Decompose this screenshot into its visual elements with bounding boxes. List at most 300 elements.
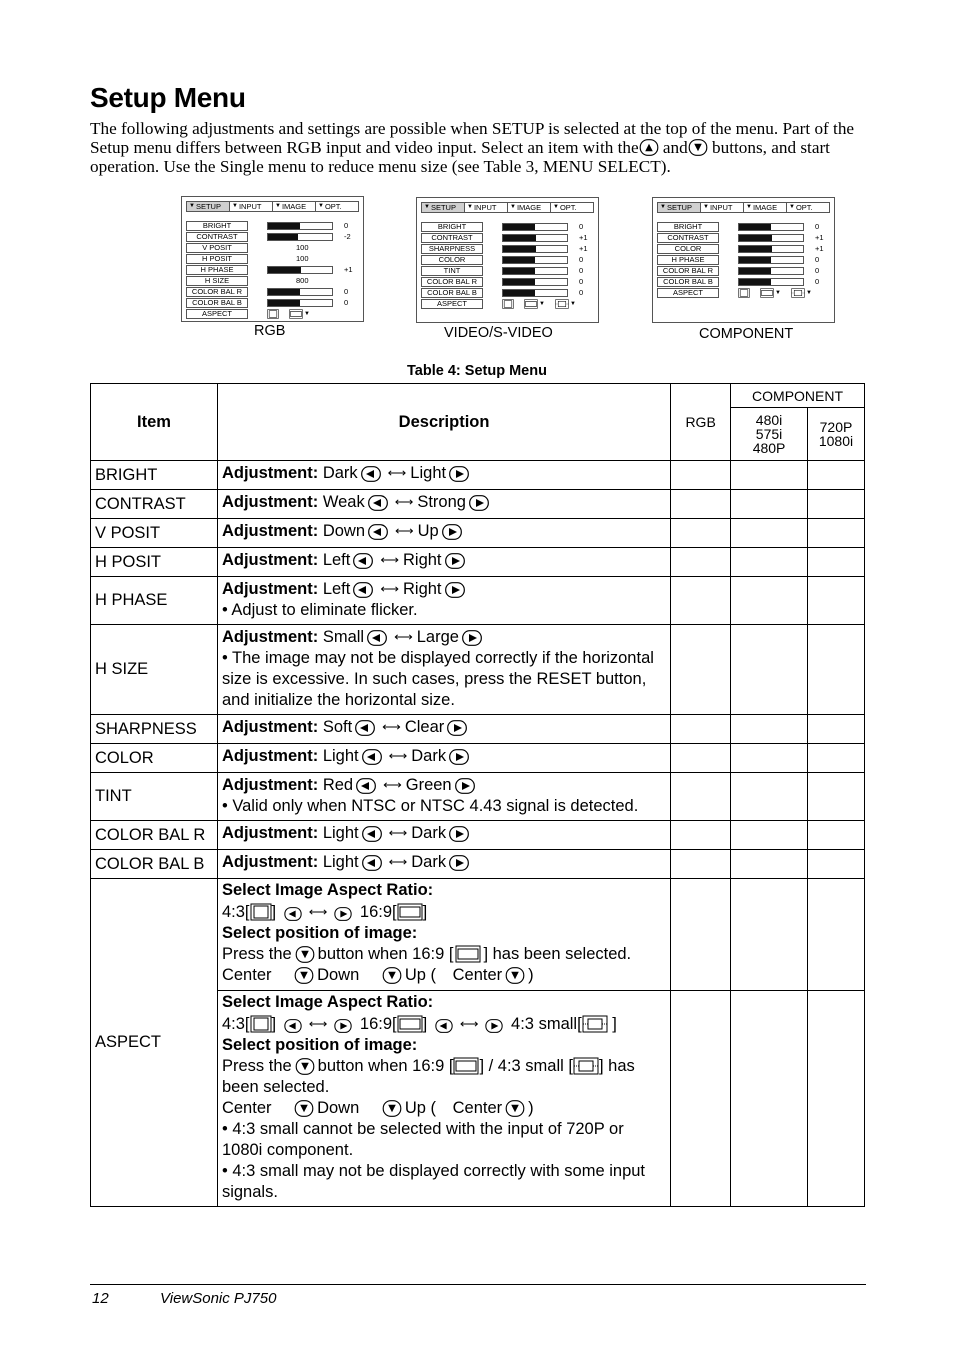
item-hphase: H PHASE	[91, 577, 218, 625]
aspect-169-icon	[524, 299, 538, 309]
osd-component-menu	[652, 197, 835, 323]
osd-level-fill	[739, 268, 771, 274]
osd-level-fill	[268, 223, 300, 229]
adjustment-label: Adjustment:	[221, 824, 319, 842]
press-the: Press the	[221, 945, 292, 963]
osd-aspect-options	[502, 299, 576, 309]
pos-down: Down	[317, 1099, 360, 1117]
osd-level-fill	[739, 257, 771, 263]
aspect-43-icon	[250, 1015, 272, 1033]
osd-level-bar	[267, 222, 333, 230]
cell-sd	[731, 850, 808, 879]
osd-tab-setup	[187, 202, 230, 211]
colorbalr-left: Light	[322, 824, 359, 842]
osd-row-value: 0	[815, 266, 820, 275]
tab-arrow-icon: ▼	[275, 203, 281, 209]
item-sharpness: SHARPNESS	[91, 715, 218, 744]
table-row	[91, 577, 865, 625]
right-button-icon	[447, 720, 467, 736]
osd-level-fill	[268, 300, 300, 306]
osd-row	[186, 232, 361, 242]
desc-hposit	[217, 548, 670, 577]
right-button-icon	[469, 495, 489, 511]
desc-colorbalb	[217, 850, 670, 879]
osd-level-fill	[503, 290, 535, 296]
press-after: button when 16:9 [	[317, 945, 454, 963]
osd-tab-image	[744, 203, 787, 212]
cell-sd	[731, 625, 808, 715]
item-colorbalr: COLOR BAL R	[91, 821, 218, 850]
colorbalr-right: Dark	[411, 824, 447, 842]
aspect-43-small-icon	[791, 288, 805, 298]
osd-row-label: ASPECT	[657, 288, 719, 298]
tab-arrow-icon: ▼	[232, 203, 238, 209]
osd-row	[186, 276, 361, 286]
left-button-icon	[284, 1019, 302, 1033]
footer-product: ViewSonic PJ750	[160, 1290, 277, 1307]
aspect-43-icon	[267, 309, 279, 319]
page-title: Setup Menu	[90, 82, 246, 113]
paren-close: )	[528, 966, 534, 984]
pos-center: Center	[221, 1099, 272, 1117]
osd-level-fill	[503, 246, 536, 252]
footer-divider	[90, 1284, 866, 1285]
osd-tab-input	[701, 203, 744, 212]
tab-arrow-icon: ▼	[703, 204, 709, 210]
osd-row-label: H PHASE	[657, 255, 719, 265]
osd-row-label: COLOR BAL R	[657, 266, 719, 276]
left-button-icon	[367, 630, 387, 646]
table-row	[91, 548, 865, 577]
osd-row-label: COLOR BAL B	[186, 298, 248, 308]
osd-level-bar	[267, 288, 333, 296]
desc-color	[217, 744, 670, 773]
cell-sd	[731, 821, 808, 850]
colorbalb-right: Dark	[411, 853, 447, 871]
aspect-43: 4:3[	[221, 1015, 250, 1033]
osd-level-bar	[502, 223, 568, 231]
bracket-close: ]	[422, 903, 428, 921]
item-hsize: H SIZE	[91, 625, 218, 715]
osd-row-value: +1	[815, 233, 824, 242]
desc-sharpness	[217, 715, 670, 744]
osd-row-value: 0	[815, 277, 820, 286]
header-480p: 480P	[752, 440, 786, 456]
osd-level-bar	[502, 256, 568, 264]
double-arrow-icon: ⟷	[308, 904, 328, 919]
osd-tab-opt	[787, 203, 829, 212]
press-the: Press the	[221, 1057, 292, 1075]
osd-row	[186, 265, 361, 275]
pos-center: Center	[221, 966, 272, 984]
cell-hd	[808, 773, 865, 821]
aspect-43-small-icon	[573, 1057, 599, 1075]
right-button-icon	[442, 524, 462, 540]
cell-rgb	[671, 879, 731, 991]
osd-row-label: CONTRAST	[186, 232, 248, 242]
osd-level-fill	[503, 224, 535, 230]
desc-aspect-hd	[217, 991, 670, 1207]
left-button-icon	[362, 826, 382, 842]
adjustment-label: Adjustment:	[221, 580, 319, 598]
hposit-right: Right	[402, 551, 442, 569]
intro-text-2: buttons, and start operation. Use the Single menu to reduce menu size (see Table 3, MENU SELECT).	[90, 138, 830, 176]
contrast-left: Weak	[322, 493, 365, 511]
double-arrow-icon: ⟷	[394, 494, 414, 509]
right-button-icon	[445, 582, 465, 598]
osd-row-value: +1	[579, 244, 588, 253]
item-tint: TINT	[91, 773, 218, 821]
item-color: COLOR	[91, 744, 218, 773]
osd-level-bar	[738, 278, 804, 286]
double-arrow-icon: ⟷	[388, 854, 408, 869]
cell-rgb	[671, 625, 731, 715]
pos-up: Up (	[404, 1099, 437, 1117]
osd-tab-label: IMAGE	[752, 203, 778, 212]
cell-rgb	[671, 715, 731, 744]
intro-text-1: The following adjustments and settings are possible when SETUP is selected at the top of the menu. Part of the Setup menu differs between RGB input and video input. Select an item with the	[90, 119, 855, 157]
double-arrow-icon: ⟷	[382, 719, 401, 734]
hphase-right: Right	[402, 580, 442, 598]
osd-row-value: 800	[296, 276, 309, 285]
osd-row	[186, 309, 361, 319]
osd-row-label: TINT	[421, 266, 483, 276]
header-component-hd	[808, 408, 865, 461]
right-button-icon	[485, 1019, 503, 1033]
header-720p: 720P	[819, 419, 853, 435]
header-rgb: RGB	[671, 384, 731, 461]
cell-hd	[808, 519, 865, 548]
osd-level-bar	[267, 266, 333, 274]
osd-level-bar	[502, 267, 568, 275]
item-colorbalb: COLOR BAL B	[91, 850, 218, 879]
osd-row-label: COLOR BAL R	[421, 277, 483, 287]
color-right: Dark	[411, 747, 447, 765]
osd-level-fill	[503, 279, 535, 285]
paren-close: )	[528, 1099, 534, 1117]
bright-left: Dark	[322, 464, 358, 482]
cell-rgb	[671, 744, 731, 773]
right-button-icon	[445, 553, 465, 569]
osd-rgb-caption: RGB	[254, 323, 286, 339]
osd-row	[421, 266, 596, 276]
osd-row-label: CONTRAST	[421, 233, 483, 243]
header-575i: 575i	[755, 426, 783, 442]
osd-row-value: 0	[344, 287, 349, 296]
table-row	[91, 850, 865, 879]
osd-row-label: BRIGHT	[186, 221, 248, 231]
osd-level-bar	[502, 289, 568, 297]
osd-row-value: +1	[815, 244, 824, 253]
osd-row	[657, 244, 832, 254]
adjustment-label: Adjustment:	[221, 628, 319, 646]
colorbalb-left: Light	[322, 853, 359, 871]
osd-row-label: ASPECT	[421, 299, 483, 309]
osd-tab-label: INPUT	[709, 203, 733, 212]
osd-row-value: 0	[815, 255, 820, 264]
press-after: button when 16:9 [	[317, 1057, 454, 1075]
osd-tab-label: SETUP	[666, 203, 692, 212]
double-arrow-icon: ⟷	[388, 748, 408, 763]
osd-row	[186, 254, 361, 264]
tab-arrow-icon: ▼	[746, 204, 752, 210]
adjustment-label: Adjustment:	[221, 522, 319, 540]
cell-sd	[731, 715, 808, 744]
cell-sd	[731, 519, 808, 548]
header-480i: 480i	[755, 412, 783, 428]
osd-row	[657, 288, 832, 298]
table-row	[91, 715, 865, 744]
osd-level-fill	[503, 235, 536, 241]
cell-hd	[808, 625, 865, 715]
osd-row-label: SHARPNESS	[421, 244, 483, 254]
aspect-169-icon	[453, 1057, 479, 1075]
down-button-icon	[382, 1100, 402, 1117]
cell-sd	[731, 991, 808, 1207]
osd-component-caption: COMPONENT	[699, 326, 794, 342]
hposit-left: Left	[322, 551, 351, 569]
osd-video-menu	[416, 197, 599, 323]
right-button-icon	[334, 1019, 352, 1033]
aspect-169: 16:9[	[359, 903, 397, 921]
cell-rgb	[671, 548, 731, 577]
desc-contrast	[217, 490, 670, 519]
osd-level-fill	[268, 234, 298, 240]
osd-video-caption: VIDEO/S-VIDEO	[444, 325, 553, 341]
osd-row	[421, 244, 596, 254]
osd-tab-opt	[316, 202, 358, 211]
aspect-43: 4:3[	[221, 903, 250, 921]
right-button-icon	[449, 749, 469, 765]
osd-row	[186, 243, 361, 253]
osd-level-fill	[739, 279, 771, 285]
osd-row-value: -2	[344, 232, 351, 241]
osd-row	[421, 288, 596, 298]
cell-sd	[731, 548, 808, 577]
osd-tab-bar	[186, 201, 359, 212]
osd-row-value: 0	[579, 288, 584, 297]
osd-tab-label: SETUP	[430, 203, 456, 212]
double-arrow-icon: ⟷	[387, 465, 407, 480]
right-button-icon	[462, 630, 482, 646]
osd-level-bar	[502, 234, 568, 242]
osd-row	[186, 287, 361, 297]
item-hposit: H POSIT	[91, 548, 218, 577]
hphase-left: Left	[322, 580, 351, 598]
osd-row	[421, 233, 596, 243]
left-button-icon	[435, 1019, 453, 1033]
aspect-169-icon	[760, 288, 774, 298]
desc-hsize	[217, 625, 670, 715]
down-button-icon	[295, 946, 315, 963]
osd-row-value: 0	[579, 266, 584, 275]
dropdown-arrow-icon: ▼	[304, 310, 310, 317]
color-left: Light	[322, 747, 359, 765]
header-component-sd	[731, 408, 808, 461]
double-arrow-icon: ⟷	[459, 1016, 479, 1031]
tab-arrow-icon: ▼	[424, 204, 430, 210]
tab-arrow-icon: ▼	[789, 204, 795, 210]
intro-and: and	[662, 138, 688, 157]
double-arrow-icon: ⟷	[383, 777, 402, 792]
table-row	[91, 519, 865, 548]
cell-hd	[808, 879, 865, 991]
osd-row-value: 100	[296, 254, 309, 263]
osd-aspect-options	[267, 309, 310, 319]
bracket-close: ]	[612, 1015, 617, 1033]
vposit-right: Up	[417, 522, 439, 540]
right-button-icon	[334, 907, 352, 921]
down-button-icon	[295, 1058, 315, 1075]
osd-tab-label: OPT.	[795, 203, 813, 212]
header-item: Item	[91, 384, 218, 461]
osd-level-bar	[738, 256, 804, 264]
down-button-icon	[294, 967, 314, 984]
sharpness-left: Soft	[322, 718, 353, 736]
osd-row	[657, 277, 832, 287]
tab-arrow-icon: ▼	[318, 203, 324, 209]
osd-row-label: COLOR BAL B	[657, 277, 719, 287]
osd-row-label: BRIGHT	[421, 222, 483, 232]
cell-hd	[808, 715, 865, 744]
item-aspect: ASPECT	[91, 879, 218, 1207]
position-heading: Select position of image:	[221, 924, 418, 942]
osd-tab-label: INPUT	[473, 203, 497, 212]
osd-tab-label: IMAGE	[281, 202, 307, 211]
bracket-close: ]	[271, 1015, 277, 1033]
left-button-icon	[368, 524, 388, 540]
osd-row	[657, 255, 832, 265]
osd-row-value: 0	[579, 222, 584, 231]
double-arrow-icon: ⟷	[308, 1016, 328, 1031]
osd-row	[421, 255, 596, 265]
header-component: COMPONENT	[731, 384, 865, 408]
osd-row	[657, 266, 832, 276]
osd-tab-input	[465, 203, 508, 212]
osd-row-label: H PHASE	[186, 265, 248, 275]
pos-center-2: Center	[452, 1099, 503, 1117]
left-button-icon	[361, 466, 381, 482]
tint-right: Green	[405, 776, 452, 794]
osd-tab-label: IMAGE	[516, 203, 542, 212]
cell-sd	[731, 577, 808, 625]
osd-row-label: COLOR	[421, 255, 483, 265]
tab-arrow-icon: ▼	[553, 204, 559, 210]
osd-tab-image	[273, 202, 316, 211]
osd-level-fill	[268, 267, 301, 273]
osd-row-label: COLOR	[657, 244, 719, 254]
osd-level-fill	[739, 246, 772, 252]
osd-level-bar	[267, 299, 333, 307]
double-arrow-icon: ⟷	[380, 552, 399, 567]
osd-tab-input	[230, 202, 273, 211]
cell-rgb	[671, 850, 731, 879]
osd-tab-bar	[421, 202, 594, 213]
hsize-left: Small	[322, 628, 365, 646]
osd-row-value: 0	[344, 298, 349, 307]
aspect-note-1: • 4:3 small cannot be selected with the input of 720P or 1080i component.	[221, 1120, 624, 1159]
intro-paragraph	[90, 119, 870, 176]
contrast-right: Strong	[417, 493, 466, 511]
osd-row-label: ASPECT	[186, 309, 248, 319]
sharpness-right: Clear	[404, 718, 445, 736]
osd-row-label: COLOR BAL B	[421, 288, 483, 298]
osd-level-bar	[502, 245, 568, 253]
tab-arrow-icon: ▼	[467, 204, 473, 210]
aspect-169-icon	[289, 309, 303, 319]
left-button-icon	[362, 749, 382, 765]
left-button-icon	[355, 720, 375, 736]
down-button-icon	[505, 967, 525, 984]
osd-aspect-options	[738, 288, 812, 298]
cell-sd	[731, 773, 808, 821]
cell-rgb	[671, 577, 731, 625]
cell-rgb	[671, 461, 731, 490]
cell-hd	[808, 490, 865, 519]
table-row	[91, 821, 865, 850]
adjustment-label: Adjustment:	[221, 464, 319, 482]
up-button-icon	[639, 139, 659, 156]
osd-tab-label: OPT.	[324, 202, 342, 211]
cell-sd	[731, 879, 808, 991]
osd-tab-label: SETUP	[195, 202, 221, 211]
osd-tab-label: INPUT	[238, 202, 262, 211]
cell-rgb	[671, 991, 731, 1207]
osd-row-value: 0	[579, 277, 584, 286]
osd-level-fill	[268, 289, 300, 295]
pos-down: Down	[317, 966, 360, 984]
table-row	[91, 490, 865, 519]
osd-level-bar	[738, 267, 804, 275]
aspect-169-icon	[397, 903, 423, 921]
table-row	[91, 773, 865, 821]
aspect-43small: 4:3	[511, 1015, 534, 1033]
setup-menu-table	[90, 383, 865, 1207]
desc-hphase	[217, 577, 670, 625]
osd-level-bar	[738, 234, 804, 242]
osd-row-label: CONTRAST	[657, 233, 719, 243]
header-1080i: 1080i	[818, 433, 854, 449]
down-button-icon	[688, 139, 708, 156]
osd-row	[421, 299, 596, 309]
item-vposit: V POSIT	[91, 519, 218, 548]
desc-aspect-rgb-sd	[217, 879, 670, 991]
table-caption: Table 4: Setup Menu	[407, 363, 547, 379]
dropdown-arrow-icon: ▼	[805, 289, 812, 296]
bright-right: Light	[410, 464, 447, 482]
adjustment-label: Adjustment:	[221, 853, 319, 871]
press-mid: ] / 4:3 small [	[479, 1057, 573, 1075]
bracket-close: ]	[271, 903, 277, 921]
osd-row	[186, 221, 361, 231]
double-arrow-icon: ⟷	[388, 825, 408, 840]
vposit-left: Down	[322, 522, 365, 540]
aspect-43-icon	[250, 903, 272, 921]
cell-hd	[808, 850, 865, 879]
left-button-icon	[362, 855, 382, 871]
double-arrow-icon: ⟷	[380, 581, 399, 596]
desc-tint	[217, 773, 670, 821]
tab-arrow-icon: ▼	[660, 204, 666, 210]
aspect-169: 16:9[	[359, 1015, 397, 1033]
osd-level-bar	[502, 278, 568, 286]
hphase-note: • Adjust to eliminate flicker.	[221, 601, 418, 619]
cell-hd	[808, 744, 865, 773]
right-button-icon	[455, 778, 475, 794]
left-button-icon	[284, 907, 302, 921]
footer-page-number: 12	[92, 1290, 109, 1307]
desc-vposit	[217, 519, 670, 548]
